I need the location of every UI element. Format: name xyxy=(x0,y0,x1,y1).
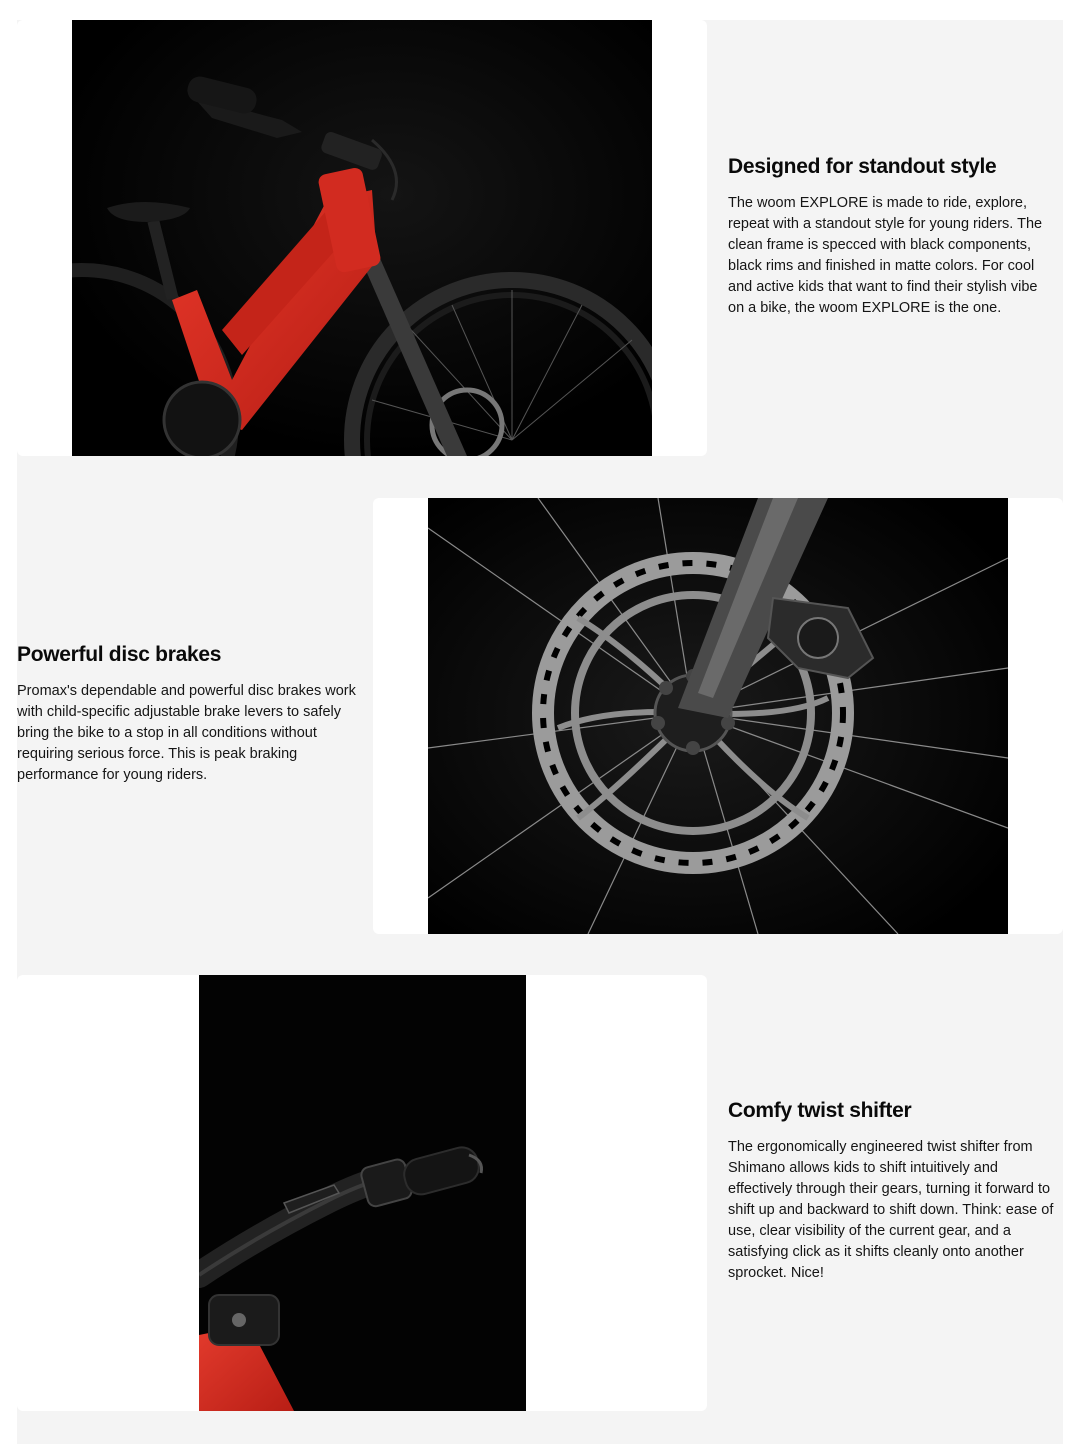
red-bike-frame-photo xyxy=(72,20,652,456)
feature-3-text xyxy=(728,1098,1062,1284)
feature-2-body: Promax's dependable and powerful disc brakes work with child-specific adjustable brake levers to safely bring the bike to a stop in all conditions without requiring serious force. This is peak braking performance for young riders. xyxy=(17,683,356,784)
feature-1-text xyxy=(728,154,1048,319)
feature-1-body: The woom EXPLORE is made to ride, explore, repeat with a standout style for young riders. The clean frame is specced with black components, black rims and finished in matte colors. For cool and active kids that want to find their stylish vibe on a bike, the woom EXPLORE is the one. xyxy=(728,195,1043,317)
feature-3-title: Comfy twist shifter xyxy=(728,1099,912,1122)
disc-brake-photo xyxy=(428,498,1008,934)
feature-3-media-card xyxy=(17,975,707,1411)
feature-2-media-card xyxy=(373,498,1063,934)
feature-1-media-card xyxy=(17,20,707,456)
feature-2-title: Powerful disc brakes xyxy=(17,643,222,666)
feature-1-title: Designed for standout style xyxy=(728,155,997,178)
twist-shifter-photo xyxy=(199,975,526,1411)
feature-3-body: The ergonomically engineered twist shifter from Shimano allows kids to shift intuitively and effectively through their gears, turning it forward to shift up and backward to shift down. Think: ease of use, clear visibility of the current gear, and a satisfying click as it shifts cleanly onto another sprocket. Nice! xyxy=(728,1139,1054,1282)
feature-2-text xyxy=(17,642,357,786)
